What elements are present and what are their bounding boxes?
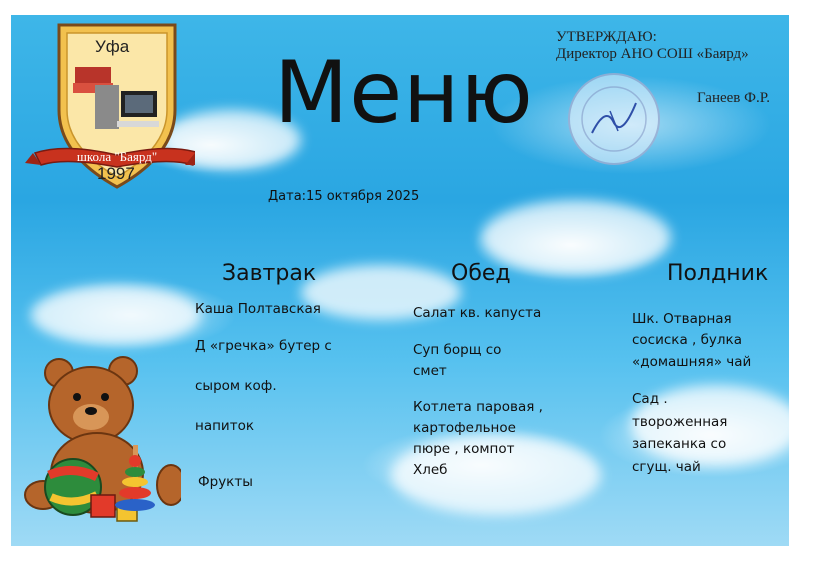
list-item: твороженная xyxy=(632,414,728,430)
list-item: Котлета паровая , xyxy=(413,399,543,415)
list-item: сыром коф. xyxy=(195,378,277,394)
lunch-heading: Обед xyxy=(451,261,511,286)
list-item: Сад . xyxy=(632,391,668,407)
list-item: Шк. Отварная xyxy=(632,311,732,327)
director-name: Ганеев Ф.Р. xyxy=(697,90,770,106)
school-logo xyxy=(25,15,195,195)
cloud xyxy=(31,285,201,345)
list-item: «домашняя» чай xyxy=(632,354,752,370)
list-item: Д «гречка» бутер с xyxy=(195,338,332,354)
list-item: Салат кв. капуста xyxy=(413,305,542,321)
menu-sheet xyxy=(11,15,789,546)
list-item: Хлеб xyxy=(413,462,448,478)
teddy-bear-illustration xyxy=(21,345,181,525)
approval-block xyxy=(556,29,749,63)
list-item: запеканка со xyxy=(632,436,727,452)
list-item: сосиска , булка xyxy=(632,332,742,348)
list-item: сгущ. чай xyxy=(632,459,701,475)
logo-year: 1997 xyxy=(97,164,135,183)
list-item: смет xyxy=(413,363,447,379)
teddy-bear-icon xyxy=(21,345,181,525)
approval-heading: УТВЕРЖДАЮ: xyxy=(556,29,657,45)
list-item: Каша Полтавская xyxy=(195,301,321,317)
logo-city: Уфа xyxy=(95,37,130,56)
list-item: Суп борщ со xyxy=(413,342,502,358)
logo-school-name: школа "Баярд" xyxy=(76,149,158,164)
approval-position: Директор АНО СОШ «Баярд» xyxy=(556,46,749,62)
list-item: напиток xyxy=(195,418,254,434)
list-item: пюре , компот xyxy=(413,441,515,457)
list-item: картофельное xyxy=(413,420,516,436)
breakfast-heading: Завтрак xyxy=(222,261,317,286)
menu-date: Дата:15 октября 2025 xyxy=(268,189,420,204)
snack-heading: Полдник xyxy=(667,261,769,286)
stamp-seal-icon xyxy=(568,73,660,165)
list-item: Фрукты xyxy=(198,474,253,490)
page-title: Меню xyxy=(274,43,534,143)
